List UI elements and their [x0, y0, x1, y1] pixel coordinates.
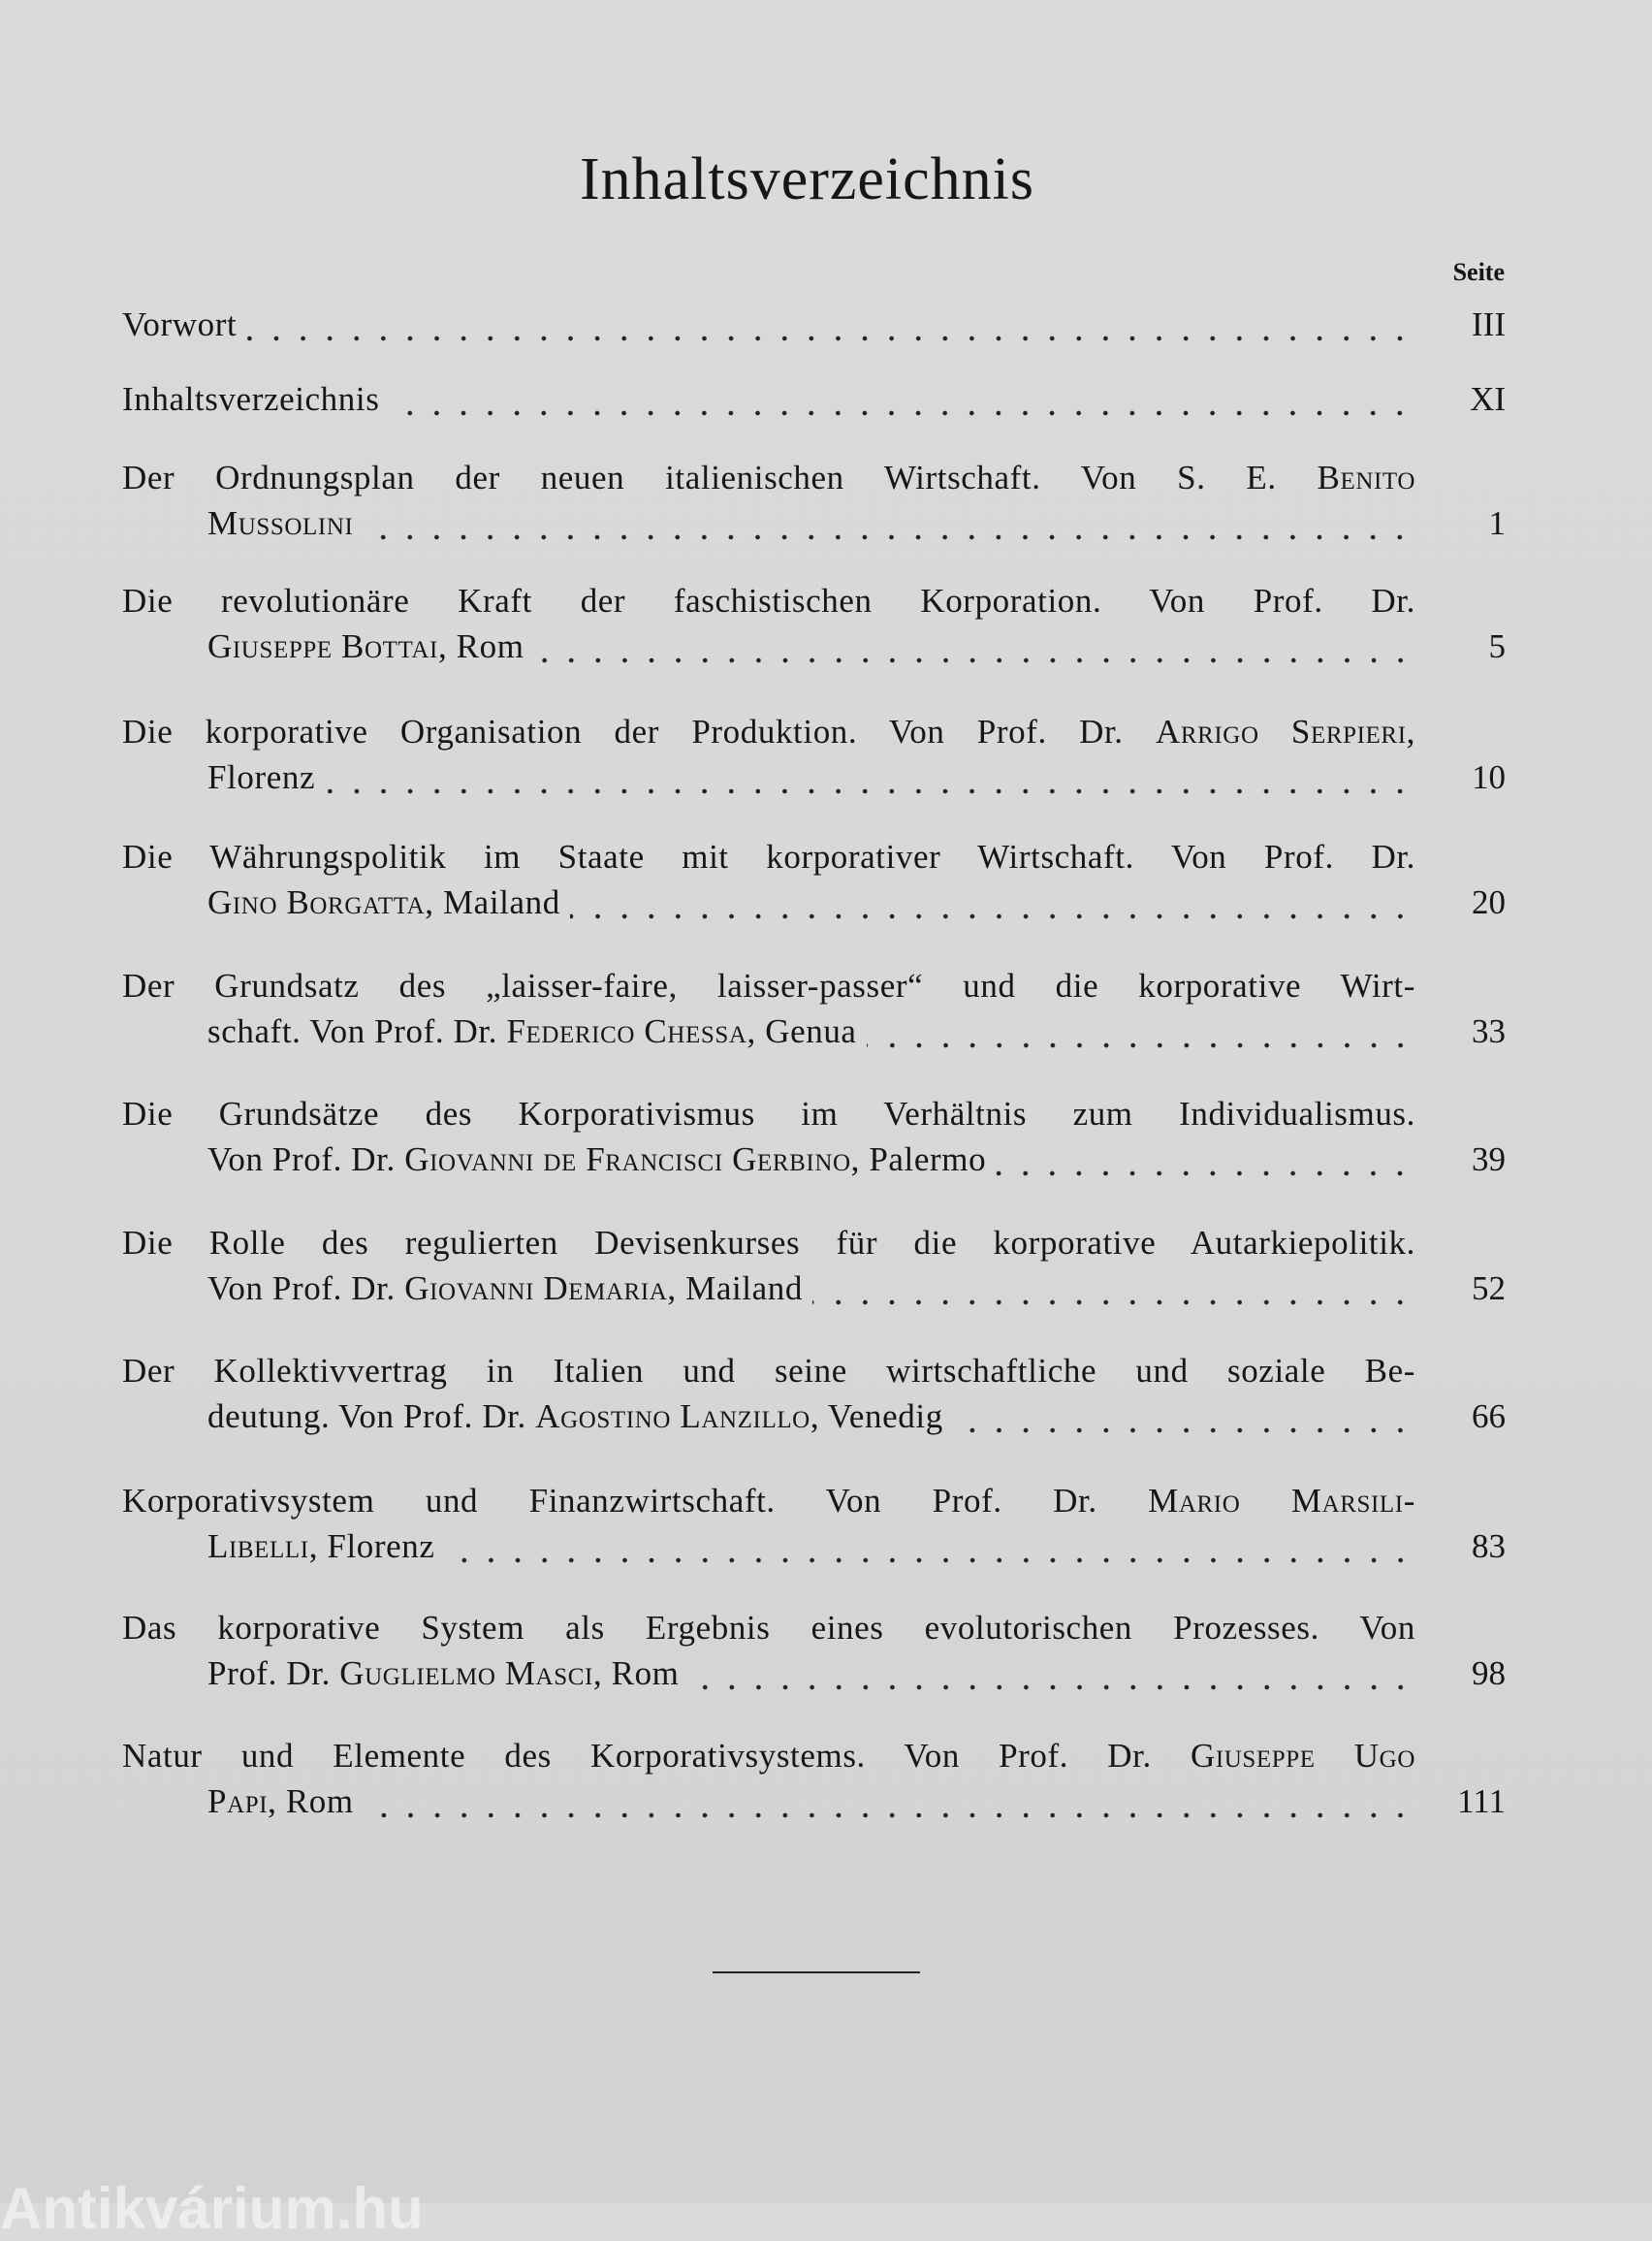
toc-page-number: 1	[1488, 504, 1506, 542]
dot-leader	[246, 303, 1415, 347]
toc-entry-title: Vorwort	[122, 305, 238, 343]
entry-text: , Rom	[437, 627, 524, 665]
author-name: Giovanni de Francisci Gerbino	[404, 1140, 851, 1178]
toc-entry-line-2	[207, 1137, 1415, 1182]
toc-entry-line-2-text	[207, 755, 315, 800]
toc-page-number: 66	[1472, 1397, 1506, 1435]
entry-text: Die Währungspolitik im Staate mit korporativer Wirtschaft. Von Prof. Dr.	[122, 838, 1415, 876]
toc-entry-line-2	[207, 1779, 1415, 1824]
entry-text: Die korporative Organisation der Produktion. Von Prof. Dr.	[122, 713, 1156, 751]
toc-entry-line-1	[122, 1606, 1415, 1650]
toc-entry-line-1	[122, 835, 1415, 880]
toc-entry-line-2-text	[207, 1266, 803, 1311]
dot-leader	[325, 755, 1415, 800]
author-name: Giuseppe Bottai	[207, 627, 438, 665]
toc-entry-title: Inhaltsverzeichnis	[122, 380, 380, 418]
author-name: Federico Chessa	[506, 1012, 747, 1050]
toc-entry-line-1	[122, 1734, 1415, 1778]
toc-entry-line-1	[122, 1092, 1415, 1137]
toc-page-number: 33	[1472, 1012, 1506, 1050]
author-name: Mussolini	[207, 504, 354, 542]
dot-leader	[996, 1137, 1415, 1182]
toc-page-number: 52	[1472, 1269, 1506, 1307]
toc-entry-line-2	[207, 1394, 1415, 1439]
toc-entry-line-2-text	[207, 1779, 354, 1824]
toc-page-number: 83	[1472, 1527, 1506, 1565]
toc-entry-line-1	[122, 964, 1415, 1008]
toc-page-number: 20	[1472, 883, 1506, 921]
toc-entry-line-1	[122, 1221, 1415, 1265]
entry-text: schaft. Von Prof. Dr.	[207, 1012, 507, 1050]
toc-entry-line-2	[207, 624, 1415, 669]
page-title: Inhaltsverzeichnis	[579, 146, 1035, 212]
author-name: Agostino Lanzillo	[535, 1397, 810, 1435]
author-name: Arrigo Serpieri	[1155, 713, 1407, 751]
entry-text: , Rom	[592, 1654, 680, 1692]
toc-entry-line-2	[207, 755, 1415, 800]
dot-leader	[953, 1394, 1415, 1439]
toc-front-line	[122, 377, 1415, 422]
entry-text: Der Grundsatz des „laisser-faire, laisser-passer“ und die korporative Wirt-	[122, 967, 1415, 1005]
toc-entry-line-2-text	[207, 1524, 435, 1569]
entry-text: Florenz	[207, 758, 316, 796]
toc-entry-line-2-text	[207, 1009, 857, 1054]
entry-text: ,	[1406, 713, 1415, 751]
dot-leader	[570, 880, 1415, 925]
entry-text: Der Kollektivvertrag in Italien und seine wirtschaftliche und soziale Be-	[122, 1352, 1415, 1390]
toc-front-line	[122, 303, 1415, 347]
dot-leader	[445, 1524, 1415, 1569]
entry-text: , Florenz	[308, 1527, 435, 1565]
dot-leader	[689, 1651, 1416, 1696]
toc-entry-line-2-text	[207, 501, 353, 546]
toc-entry-line-1	[122, 710, 1415, 754]
dot-leader	[867, 1009, 1415, 1054]
entry-text: , Mailand	[667, 1269, 803, 1307]
toc-entry-line-2	[207, 1266, 1415, 1311]
toc-entry-line-1	[122, 1479, 1415, 1523]
toc-page-number: 10	[1472, 758, 1506, 796]
toc-page-number: 98	[1472, 1654, 1506, 1692]
entry-text: , Rom	[268, 1782, 354, 1820]
entry-text: , Genua	[747, 1012, 857, 1050]
toc-entry-line-2-text	[207, 1651, 680, 1696]
dot-leader	[364, 1779, 1415, 1824]
entry-text: , Palermo	[850, 1140, 987, 1178]
entry-text: , Venedig	[810, 1397, 943, 1435]
author-name: Giovanni Demaria	[404, 1269, 668, 1307]
toc-page-number: 5	[1488, 627, 1506, 665]
toc-entry-line-1	[122, 456, 1415, 500]
toc-entry-line-2-text	[207, 880, 560, 925]
author-name: Libelli	[207, 1527, 309, 1565]
entry-text: Natur und Elemente des Korporativsystems. Von Prof. Dr.	[122, 1737, 1191, 1775]
toc-entry-line-2-text	[207, 624, 524, 669]
closing-rule	[713, 1971, 920, 1973]
entry-text: Die Rolle des regulierten Devisenkurses für die korporative Autarkiepolitik.	[122, 1224, 1415, 1262]
toc-entry-line-2-text	[207, 1394, 943, 1439]
entry-text: Von Prof. Dr.	[207, 1140, 405, 1178]
author-name: Gino Borgatta	[207, 883, 426, 921]
page-column-label: Seite	[1452, 258, 1505, 286]
toc-entry-line-2-text	[207, 1137, 986, 1182]
toc-entry-line-1	[122, 579, 1415, 624]
toc-page-number: 111	[1457, 1782, 1506, 1820]
entry-text: Von Prof. Dr.	[207, 1269, 405, 1307]
toc-page-number: III	[1472, 305, 1506, 343]
entry-text: , Mailand	[425, 883, 560, 921]
author-name: Benito	[1317, 459, 1415, 496]
entry-text: Der Ordnungsplan der neuen italienischen Wirtschaft. Von S. E.	[122, 459, 1318, 496]
author-name: Giuseppe Ugo	[1190, 1737, 1415, 1775]
toc-page-number: 39	[1472, 1140, 1506, 1178]
dot-leader	[389, 377, 1415, 422]
watermark: Antikvárium.hu	[0, 2176, 424, 2241]
dot-leader	[812, 1266, 1415, 1311]
toc-entry-line-2	[207, 1651, 1415, 1696]
entry-text: Korporativsystem und Finanzwirtschaft. Von Prof. Dr.	[122, 1482, 1149, 1520]
toc-entry-line-1	[122, 1349, 1415, 1393]
entry-text: Die revolutionäre Kraft der faschistischen Korporation. Von Prof. Dr.	[122, 582, 1415, 620]
author-name: Papi	[207, 1782, 269, 1820]
toc-page-number: XI	[1470, 380, 1506, 418]
entry-text: Die Grundsätze des Korporativismus im Verhältnis zum Individualismus.	[122, 1095, 1415, 1133]
entry-text: Das korporative System als Ergebnis eines evolutorischen Prozesses. Von	[122, 1609, 1415, 1647]
dot-leader	[534, 624, 1415, 669]
author-name: Guglielmo Masci	[339, 1654, 593, 1692]
toc-entry-line-2	[207, 1524, 1415, 1569]
entry-text: Prof. Dr.	[207, 1654, 340, 1692]
entry-text: deutung. Von Prof. Dr.	[207, 1397, 536, 1435]
author-name: Mario Marsili-	[1148, 1482, 1415, 1520]
toc-entry-line-2	[207, 880, 1415, 925]
toc-entry-line-2	[207, 1009, 1415, 1054]
dot-leader	[363, 501, 1415, 546]
toc-entry-line-2	[207, 501, 1415, 546]
